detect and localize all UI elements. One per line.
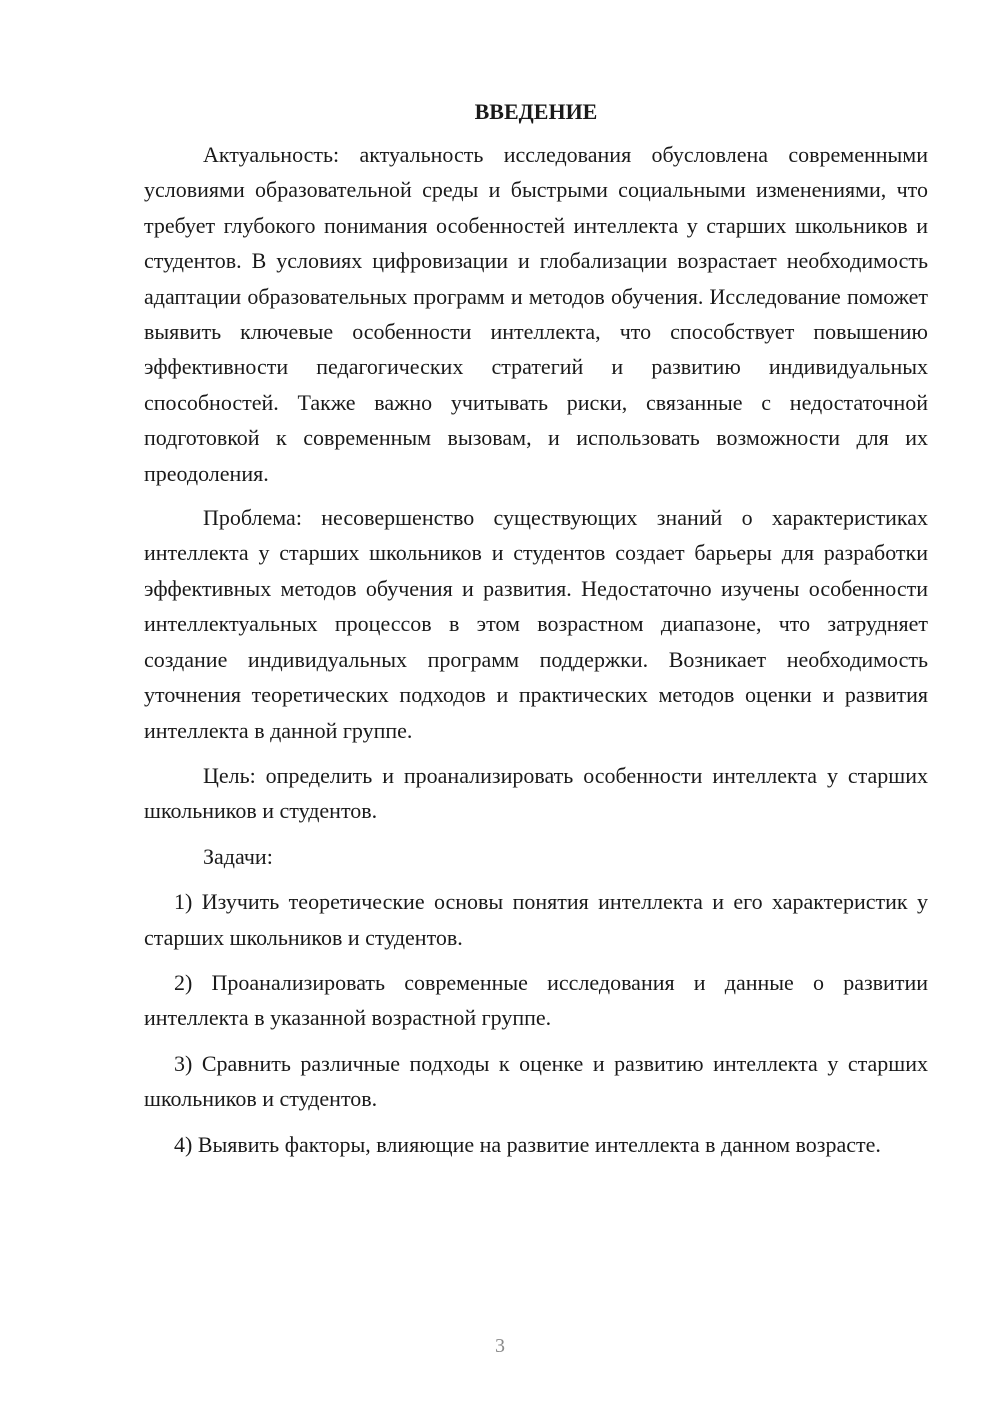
task-item-3: 3) Сравнить различные подходы к оценке и развитию интеллекта у старших школьников и студентов. — [144, 1050, 928, 1112]
task-item-1: 1) Изучить теоретические основы понятия интеллекта и его характеристик у старших школьников и студентов. — [144, 889, 928, 950]
page-content — [144, 94, 928, 1162]
task-item-4: 4) Выявить факторы, влияющие на развитие интеллекта в данном возрасте. — [174, 1131, 881, 1157]
paragraph-relevance: Актуальность: актуальность исследования обусловлена современными условиями образовательной среды и быстрыми социальными изменениями, что требует глубокого понимания особенностей интеллекта у старших школьников и студентов. В условиях цифровизации и глобализации возрастает необходимость адаптации образовательных программ и методов обучения. Исследование поможет выявить ключевые особенности интеллекта, что способствует повышению эффективности педагогических стратегий и развитию индивидуальных способностей. Также важно учитывать риски, связанные с недостаточной подготовкой к современным вызовам, и использовать возможности для их преодоления. — [144, 142, 928, 486]
tasks-heading: Задачи: — [203, 843, 273, 869]
task-item-2: 2) Проанализировать современные исследования и данные о развитии интеллекта в указанной возрастной группе. — [144, 969, 928, 1031]
page-number: 3 — [495, 1335, 505, 1357]
paragraph-problem: Проблема: несовершенство существующих знаний о характеристиках интеллекта у старших школьников и студентов создает барьеры для разработки эффективных методов обучения и развития. Недостаточно изучены особенности интеллектуальных процессов в этом возрастном диапазоне, что затрудняет создание индивидуальных программ поддержки. Возникает необходимость уточнения теоретических подходов и практических методов оценки и развития интеллекта в данной группе. — [144, 505, 928, 743]
section-title: ВВЕДЕНИЕ — [474, 99, 598, 124]
paragraph-goal: Цель: определить и проанализировать особенности интеллекта у старших школьников и студентов. — [144, 762, 928, 824]
tasks-list — [144, 884, 928, 1162]
